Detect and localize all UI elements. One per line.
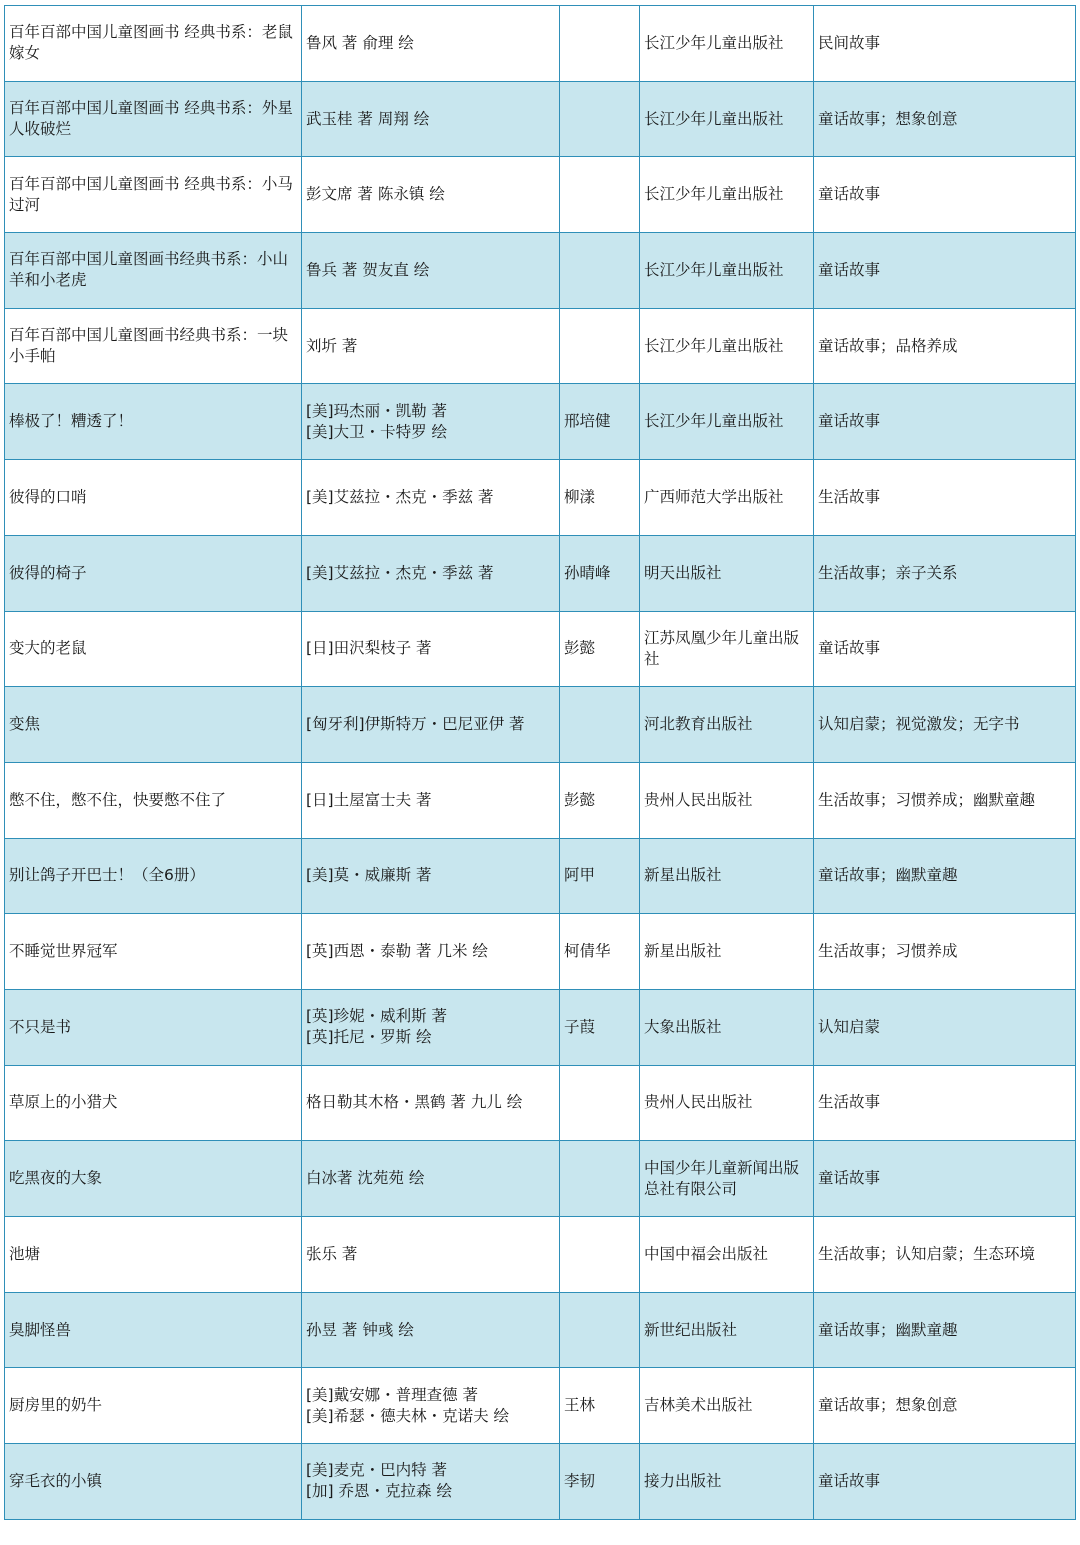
author-illustrator-cell (302, 1141, 560, 1217)
table-row (5, 81, 1076, 157)
translator-cell (560, 157, 640, 233)
table-row (5, 914, 1076, 990)
table-row (5, 762, 1076, 838)
author-line: [日]田沢梨枝子 著 (306, 639, 432, 658)
author-illustrator-cell (302, 81, 560, 157)
author-illustrator-cell (302, 233, 560, 309)
author-illustrator-cell (302, 989, 560, 1065)
translator-cell: 阿甲 (560, 838, 640, 914)
author-line: [加] 乔恩・克拉森 绘 (306, 1482, 452, 1501)
translator-cell: 彭懿 (560, 611, 640, 687)
translator-cell: 李韧 (560, 1444, 640, 1520)
publisher-cell: 新星出版社 (640, 838, 814, 914)
translator-cell (560, 233, 640, 309)
translator-cell: 柳漾 (560, 460, 640, 536)
author-line: [美]玛杰丽・凯勒 著 (306, 401, 448, 420)
book-title-cell: 穿毛衣的小镇 (5, 1444, 302, 1520)
author-illustrator-cell (302, 687, 560, 763)
publisher-cell: 吉林美术出版社 (640, 1368, 814, 1444)
publisher-cell: 长江少年儿童出版社 (640, 6, 814, 82)
author-line: 孙昱 著 钟彧 绘 (306, 1320, 414, 1339)
publisher-cell: 长江少年儿童出版社 (640, 233, 814, 309)
author-line: [匈牙利]伊斯特万・巴尼亚伊 著 (306, 715, 525, 734)
category-cell: 生活故事；亲子关系 (814, 535, 1076, 611)
publisher-cell: 长江少年儿童出版社 (640, 308, 814, 384)
book-title-cell: 百年百部中国儿童图画书 经典书系：老鼠嫁女 (5, 6, 302, 82)
translator-cell (560, 81, 640, 157)
category-cell: 童话故事 (814, 384, 1076, 460)
author-line: [美]戴安娜・普理查德 著 (306, 1385, 479, 1404)
book-title-cell: 百年百部中国儿童图画书经典书系：一块小手帕 (5, 308, 302, 384)
category-cell: 民间故事 (814, 6, 1076, 82)
category-cell: 童话故事；想象创意 (814, 81, 1076, 157)
author-line: 格日勒其木格・黑鹤 著 九儿 绘 (306, 1093, 523, 1112)
publisher-cell: 河北教育出版社 (640, 687, 814, 763)
book-title-cell: 百年百部中国儿童图画书 经典书系：小马过河 (5, 157, 302, 233)
book-title-cell: 彼得的口哨 (5, 460, 302, 536)
table-row (5, 308, 1076, 384)
category-cell: 童话故事 (814, 233, 1076, 309)
publisher-cell: 长江少年儿童出版社 (640, 81, 814, 157)
author-illustrator-cell (302, 914, 560, 990)
category-cell: 童话故事 (814, 611, 1076, 687)
author-illustrator-cell (302, 535, 560, 611)
category-cell: 童话故事；幽默童趣 (814, 1292, 1076, 1368)
book-title-cell: 池塘 (5, 1217, 302, 1293)
author-illustrator-cell (302, 1065, 560, 1141)
category-cell: 生活故事；习惯养成；幽默童趣 (814, 762, 1076, 838)
author-line: [英]西恩・泰勒 著 几米 绘 (306, 942, 488, 961)
book-title-cell: 百年百部中国儿童图画书 经典书系：外星人收破烂 (5, 81, 302, 157)
table-row (5, 989, 1076, 1065)
book-title-cell: 草原上的小猎犬 (5, 1065, 302, 1141)
author-illustrator-cell (302, 1217, 560, 1293)
author-line: 刘圻 著 (306, 336, 358, 355)
publisher-cell: 中国少年儿童新闻出版总社有限公司 (640, 1141, 814, 1217)
translator-cell (560, 1141, 640, 1217)
table-row (5, 384, 1076, 460)
table-row (5, 460, 1076, 536)
publisher-cell: 贵州人民出版社 (640, 1065, 814, 1141)
author-illustrator-cell (302, 1292, 560, 1368)
table-row (5, 611, 1076, 687)
publisher-cell: 广西师范大学出版社 (640, 460, 814, 536)
book-list-body (5, 6, 1076, 1520)
author-illustrator-cell (302, 384, 560, 460)
translator-cell (560, 1217, 640, 1293)
author-line: [美]希瑟・德夫林・克诺夫 绘 (306, 1406, 510, 1425)
category-cell: 童话故事；幽默童趣 (814, 838, 1076, 914)
translator-cell: 孙晴峰 (560, 535, 640, 611)
table-row (5, 535, 1076, 611)
book-title-cell: 百年百部中国儿童图画书经典书系：小山羊和小老虎 (5, 233, 302, 309)
author-illustrator-cell (302, 762, 560, 838)
table-row (5, 1141, 1076, 1217)
translator-cell (560, 308, 640, 384)
author-line: 鲁风 著 俞理 绘 (306, 33, 414, 52)
category-cell: 生活故事 (814, 460, 1076, 536)
table-row (5, 1444, 1076, 1520)
author-line: 鲁兵 著 贺友直 绘 (306, 260, 430, 279)
author-illustrator-cell (302, 1368, 560, 1444)
author-line: 张乐 著 (306, 1244, 358, 1263)
publisher-cell: 长江少年儿童出版社 (640, 157, 814, 233)
translator-cell: 柯倩华 (560, 914, 640, 990)
publisher-cell: 中国中福会出版社 (640, 1217, 814, 1293)
author-illustrator-cell (302, 157, 560, 233)
author-line: [美]艾兹拉・杰克・季兹 著 (306, 563, 494, 582)
author-illustrator-cell (302, 611, 560, 687)
book-title-cell: 变焦 (5, 687, 302, 763)
publisher-cell: 接力出版社 (640, 1444, 814, 1520)
author-illustrator-cell (302, 308, 560, 384)
translator-cell: 王林 (560, 1368, 640, 1444)
author-line: [美]麦克・巴内特 著 (306, 1461, 448, 1480)
translator-cell (560, 1065, 640, 1141)
author-illustrator-cell (302, 6, 560, 82)
category-cell: 童话故事 (814, 1444, 1076, 1520)
table-row (5, 1292, 1076, 1368)
table-row (5, 1217, 1076, 1293)
translator-cell (560, 6, 640, 82)
author-line: 武玉桂 著 周翔 绘 (306, 109, 430, 128)
table-row (5, 1065, 1076, 1141)
table-row (5, 838, 1076, 914)
translator-cell (560, 687, 640, 763)
publisher-cell: 新世纪出版社 (640, 1292, 814, 1368)
category-cell: 生活故事；习惯养成 (814, 914, 1076, 990)
table-row (5, 157, 1076, 233)
category-cell: 生活故事 (814, 1065, 1076, 1141)
publisher-cell: 新星出版社 (640, 914, 814, 990)
translator-cell: 彭懿 (560, 762, 640, 838)
book-title-cell: 憋不住，憋不住，快要憋不住了 (5, 762, 302, 838)
author-line: [美]大卫・卡特罗 绘 (306, 422, 448, 441)
book-title-cell: 棒极了！糟透了！ (5, 384, 302, 460)
book-title-cell: 不只是书 (5, 989, 302, 1065)
table-row (5, 6, 1076, 82)
table-row (5, 233, 1076, 309)
category-cell: 认知启蒙；视觉激发；无字书 (814, 687, 1076, 763)
translator-cell: 邢培健 (560, 384, 640, 460)
category-cell: 生活故事；认知启蒙；生态环境 (814, 1217, 1076, 1293)
author-line: [日]土屋富士夫 著 (306, 790, 432, 809)
book-title-cell: 吃黑夜的大象 (5, 1141, 302, 1217)
author-line: 彭文席 著 陈永镇 绘 (306, 185, 445, 204)
table-row (5, 1368, 1076, 1444)
table-row (5, 687, 1076, 763)
author-illustrator-cell (302, 1444, 560, 1520)
book-title-cell: 彼得的椅子 (5, 535, 302, 611)
book-title-cell: 不睡觉世界冠军 (5, 914, 302, 990)
author-illustrator-cell (302, 460, 560, 536)
category-cell: 童话故事 (814, 1141, 1076, 1217)
book-title-cell: 别让鸽子开巴士！（全6册） (5, 838, 302, 914)
category-cell: 童话故事；品格养成 (814, 308, 1076, 384)
book-title-cell: 臭脚怪兽 (5, 1292, 302, 1368)
publisher-cell: 明天出版社 (640, 535, 814, 611)
publisher-cell: 贵州人民出版社 (640, 762, 814, 838)
author-line: [美]艾兹拉・杰克・季兹 著 (306, 487, 494, 506)
publisher-cell: 长江少年儿童出版社 (640, 384, 814, 460)
category-cell: 童话故事 (814, 157, 1076, 233)
book-list-table (4, 5, 1076, 1520)
author-line: [美]莫・威廉斯 著 (306, 866, 432, 885)
category-cell: 童话故事；想象创意 (814, 1368, 1076, 1444)
publisher-cell: 江苏凤凰少年儿童出版社 (640, 611, 814, 687)
publisher-cell: 大象出版社 (640, 989, 814, 1065)
book-title-cell: 变大的老鼠 (5, 611, 302, 687)
author-line: [英]珍妮・威利斯 著 (306, 1007, 448, 1026)
author-illustrator-cell (302, 838, 560, 914)
author-line: [英]托尼・罗斯 绘 (306, 1028, 432, 1047)
category-cell: 认知启蒙 (814, 989, 1076, 1065)
author-line: 白冰著 沈苑苑 绘 (306, 1169, 425, 1188)
translator-cell: 子葭 (560, 989, 640, 1065)
translator-cell (560, 1292, 640, 1368)
book-title-cell: 厨房里的奶牛 (5, 1368, 302, 1444)
